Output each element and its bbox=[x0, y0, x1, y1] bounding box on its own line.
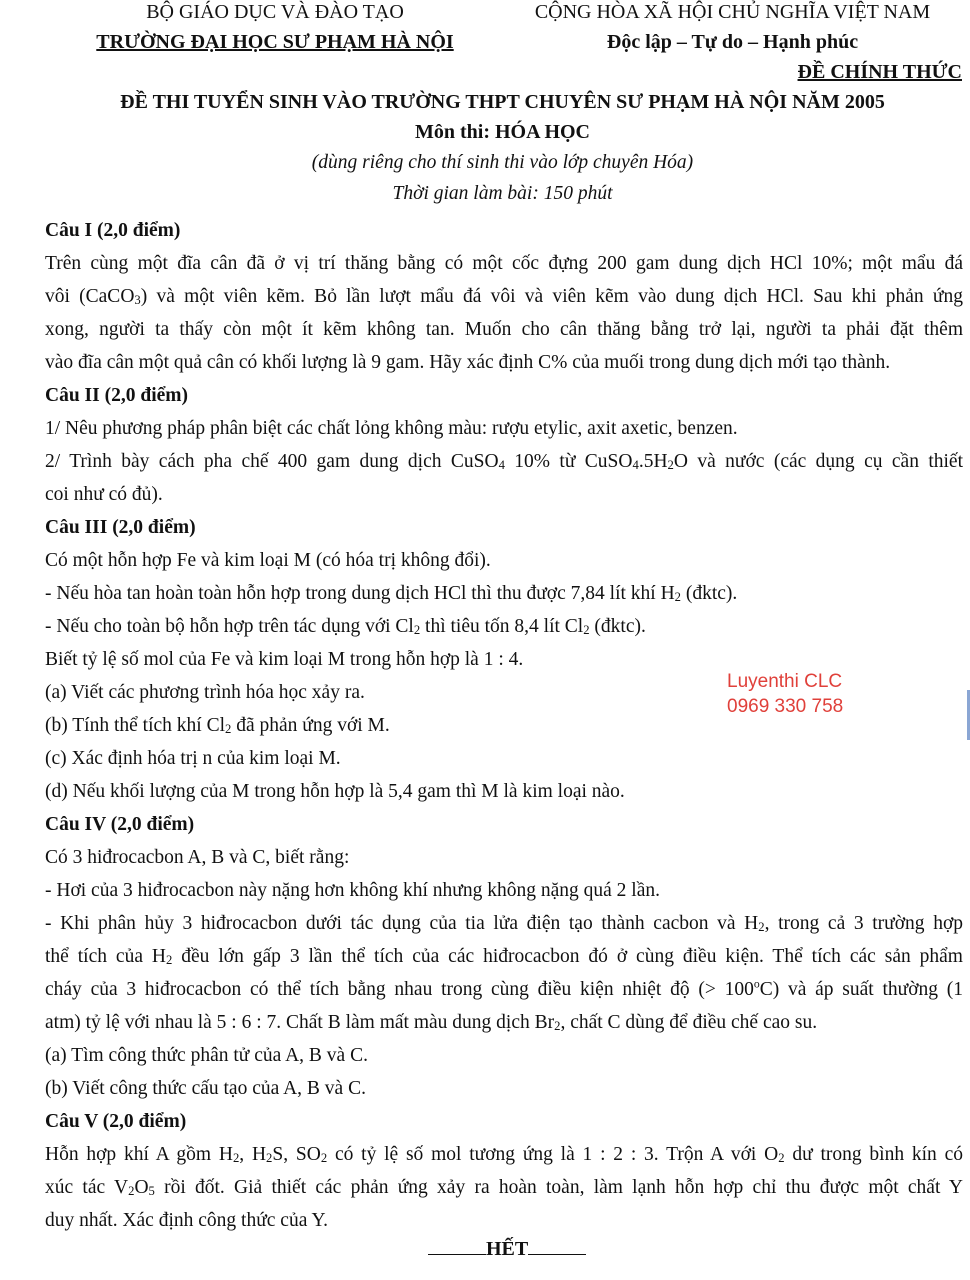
question-4-heading: Câu IV (2,0 điểm) bbox=[45, 814, 195, 835]
question-4-item-b: (b) Viết công thức cấu tạo của A, B và C. bbox=[45, 1078, 366, 1099]
text: S, SO bbox=[272, 1144, 321, 1165]
question-4-line bbox=[45, 907, 963, 940]
question-5-line bbox=[45, 1138, 963, 1171]
question-3-item-d: (d) Nếu khối lượng của M trong hỗn hợp là 5,4 gam thì M là kim loại nào. bbox=[45, 781, 625, 802]
subscript: 2 bbox=[778, 1150, 785, 1165]
official-label: ĐỀ CHÍNH THỨC bbox=[797, 61, 962, 83]
text: (b) Tính thể tích khí Cl bbox=[45, 715, 225, 736]
question-4-line bbox=[45, 973, 963, 1006]
question-2-line: 1/ Nêu phương pháp phân biệt các chất lỏng không màu: rượu etylic, axit axetic, benzen. bbox=[45, 418, 738, 439]
question-3-item-c: (c) Xác định hóa trị n của kim loại M. bbox=[45, 748, 341, 769]
watermark bbox=[727, 669, 843, 719]
end-rule-right bbox=[528, 1236, 586, 1255]
question-3-heading: Câu III (2,0 điểm) bbox=[45, 517, 196, 538]
country-name: CỘNG HÒA XÃ HỘI CHỦ NGHĨA VIỆT NAM bbox=[534, 1, 931, 23]
text: dư trong bình kín có bbox=[784, 1144, 963, 1165]
question-2-heading: Câu II (2,0 điểm) bbox=[45, 385, 189, 406]
subscript: 4 bbox=[498, 457, 505, 472]
text: , chất C dùng để điều chế cao su. bbox=[560, 1012, 818, 1033]
question-2-line: coi như có đủ). bbox=[45, 484, 163, 505]
document-header bbox=[0, 0, 970, 90]
subscript: 2 bbox=[413, 622, 421, 637]
subscript: 2 bbox=[128, 1183, 135, 1198]
subscript: 2 bbox=[320, 1150, 328, 1165]
question-5-line bbox=[45, 1171, 963, 1204]
subscript: 2 bbox=[166, 952, 173, 967]
subscript: 2 bbox=[583, 622, 590, 637]
question-1-line bbox=[45, 280, 963, 313]
question-4-item-a: (a) Tìm công thức phân tử của A, B và C. bbox=[45, 1045, 368, 1066]
text: , H bbox=[239, 1144, 267, 1165]
text: (đktc). bbox=[589, 616, 646, 637]
subscript: 2 bbox=[266, 1150, 273, 1165]
text: , trong cả 3 trường hợp bbox=[764, 913, 963, 934]
question-1-line: Trên cùng một đĩa cân đã ở vị trí thăng bằng có một cốc đựng 200 gam dung dịch HCl 10%; một mẩu đá bbox=[45, 253, 963, 274]
question-3-item-a: (a) Viết các phương trình hóa học xảy ra. bbox=[45, 682, 365, 703]
text: Hỗn hợp khí A gồm H bbox=[45, 1144, 233, 1165]
text: 2/ Trình bày cách pha chế 400 gam dung dịch CuSO bbox=[45, 451, 499, 472]
text: - Nếu cho toàn bộ hỗn hợp trên tác dụng với Cl bbox=[45, 616, 414, 637]
question-1-line: xong, người ta thấy còn một ít kẽm không tan. Muốn cho cân thăng bằng trở lại, người ta phải đặt thêm bbox=[45, 319, 963, 340]
national-motto: Độc lập – Tự do – Hạnh phúc bbox=[606, 31, 859, 53]
question-4-line bbox=[45, 940, 963, 973]
text: O bbox=[134, 1177, 149, 1198]
university-name: TRƯỜNG ĐẠI HỌC SƯ PHẠM HÀ NỘI bbox=[96, 31, 454, 53]
exam-time: Thời gian làm bài: 150 phút bbox=[392, 183, 613, 204]
subscript: 2 bbox=[674, 589, 681, 604]
text: có tỷ lệ số mol tương ứng là 1 : 2 : 3. Trộn A với O bbox=[327, 1144, 779, 1165]
text: - Khi phân hủy 3 hiđrocacbon dưới tác dụng của tia lửa điện tạo thành cacbon và H bbox=[45, 913, 759, 934]
end-marker bbox=[428, 1236, 586, 1261]
end-text: HẾT bbox=[486, 1238, 529, 1260]
subscript: 5 bbox=[148, 1183, 155, 1198]
text: xúc tác V bbox=[45, 1177, 129, 1198]
text: C) và áp suất thường (1 bbox=[759, 979, 963, 1000]
text: atm) tỷ lệ với nhau là 5 : 6 : 7. Chất B làm mất màu dung dịch Br bbox=[45, 1012, 555, 1033]
question-5-heading: Câu V (2,0 điểm) bbox=[45, 1111, 187, 1132]
text: cháy của 3 hiđrocacbon có thể tích bằng nhau trong cùng điều kiện nhiệt độ (> 100 bbox=[45, 979, 754, 1000]
exam-subject: Môn thi: HÓA HỌC bbox=[414, 121, 590, 143]
text: (đktc). bbox=[680, 583, 738, 604]
subscript: 2 bbox=[232, 1150, 240, 1165]
text: thể tích của H bbox=[45, 946, 166, 967]
text: đã phản ứng với M. bbox=[231, 715, 390, 736]
subscript: 4 bbox=[632, 457, 639, 472]
exam-note: (dùng riêng cho thí sinh thi vào lớp chuyên Hóa) bbox=[311, 152, 694, 173]
text: - Nếu hòa tan hoàn toàn hỗn hợp trong dung dịch HCl thì thu được 7,84 lít khí H bbox=[45, 583, 675, 604]
question-1-line: vào đĩa cân một quả cân có khối lượng là 9 gam. Hãy xác định C% của muối trong dung dịch mới tạo thành. bbox=[45, 352, 891, 373]
question-3-line: Biết tỷ lệ số mol của Fe và kim loại M trong hỗn hợp là 1 : 4. bbox=[45, 649, 524, 670]
superscript: o bbox=[753, 977, 760, 991]
exam-title: ĐỀ THI TUYỂN SINH VÀO TRƯỜNG THPT CHUYÊN SƯ PHẠM HÀ NỘI NĂM 2005 bbox=[120, 91, 885, 113]
question-3-line bbox=[45, 610, 963, 643]
text: O và nước (các dụng cụ cần thiết bbox=[673, 451, 963, 472]
question-4-line: - Hơi của 3 hiđrocacbon này nặng hơn không khí nhưng không nặng quá 2 lần. bbox=[45, 880, 660, 901]
ministry-name: BỘ GIÁO DỤC VÀ ĐÀO TẠO bbox=[146, 1, 404, 23]
text: ) và một viên kẽm. Bỏ lần lượt mẩu đá vôi và viên kẽm vào dung dịch HCl. Sau khi phản ứng bbox=[140, 286, 963, 307]
text: thì tiêu tốn 8,4 lít Cl bbox=[420, 616, 584, 637]
question-3-line: Có một hỗn hợp Fe và kim loại M (có hóa trị không đổi). bbox=[45, 550, 491, 571]
subscript: 2 bbox=[758, 919, 765, 934]
subscript: 2 bbox=[554, 1018, 561, 1033]
end-rule-left bbox=[428, 1236, 486, 1255]
watermark-phone: 0969 330 758 bbox=[727, 696, 844, 717]
text: đều lớn gấp 3 lần thể tích của các hiđrocacbon đó ở cùng điều kiện. Thể tích các sản phẩm bbox=[172, 946, 963, 967]
text: rồi đốt. Giả thiết các phản ứng xảy ra hoàn toàn, làm lạnh hỗn hợp chỉ thu được một chất Y bbox=[154, 1177, 963, 1198]
question-2-line bbox=[45, 445, 963, 478]
question-4-line bbox=[45, 1006, 963, 1039]
question-3-line bbox=[45, 577, 963, 610]
question-5-line: duy nhất. Xác định công thức của Y. bbox=[45, 1210, 328, 1231]
subscript: 3 bbox=[134, 292, 141, 307]
text: .5H bbox=[638, 451, 668, 472]
subscript: 2 bbox=[225, 721, 232, 736]
question-4-line: Có 3 hiđrocacbon A, B và C, biết rằng: bbox=[45, 847, 350, 868]
watermark-name: Luyenthi CLC bbox=[727, 671, 843, 692]
question-1-heading: Câu I (2,0 điểm) bbox=[45, 220, 181, 241]
text: 10% từ CuSO bbox=[504, 451, 633, 472]
exam-body bbox=[45, 214, 963, 1237]
text: vôi (CaCO bbox=[45, 286, 135, 307]
subscript: 2 bbox=[667, 457, 674, 472]
